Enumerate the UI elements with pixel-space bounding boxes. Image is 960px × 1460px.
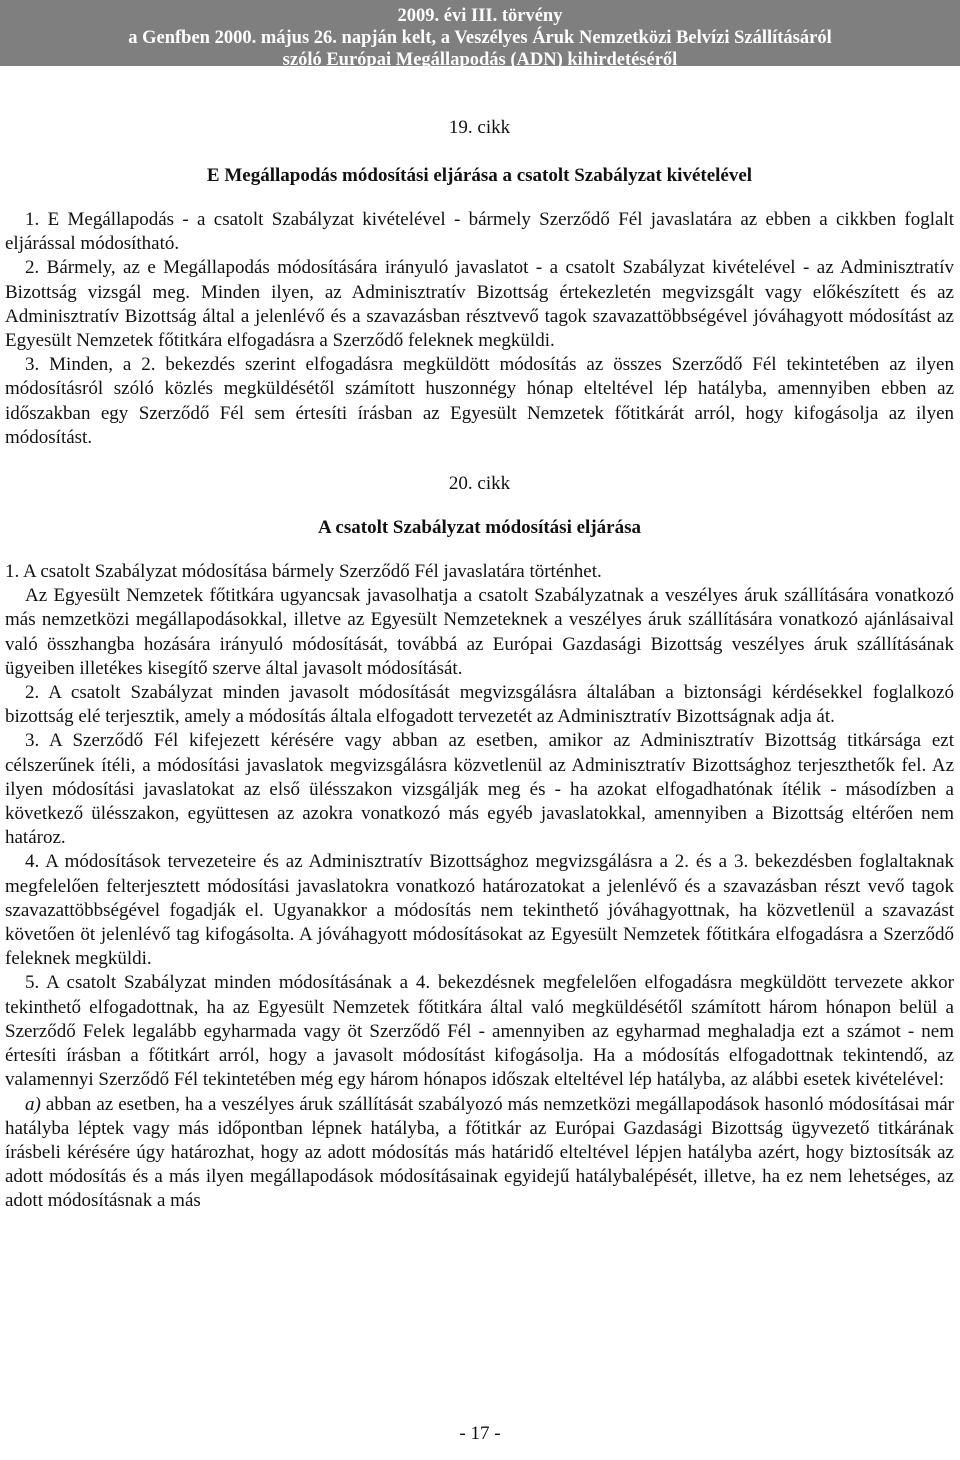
document-body [0,116,960,1214]
article-20-paragraph-5: 5. A csatolt Szabályzat minden módosításának a 4. bekezdésnek megfelelően elfogadásra megküldött tervezete akkor tekinthető elfogadottnak, ha az Egyesült Nemzetek főtitkára által való megküldésétől számított három hónapon belül a Szerződő Felek legalább egyharmada vagy öt Szerződő Fél - amennyiben az egyharmad meghaladja ezt a számot - nem értesíti írásban a főtitkárt arról, hogy a javasolt módosítást kifogásolja. Ha a módosítás elfogadottnak tekintendő, az valamennyi Szerződő Fél tekintetében még egy három hónapos időszak elteltével lép hatályba, az alábbi esetek kivételével: [5,972,954,1091]
article-19-title: E Megállapodás módosítási eljárása a csatolt Szabályzat kivételével [206,165,753,186]
page-number: - 17 - [459,1423,501,1444]
header-title-line-1: 2009. évi III. törvény [397,6,563,26]
article-20-paragraph-1: 1. A csatolt Szabályzat módosítása bármely Szerződő Fél javaslatára történhet. [5,561,602,583]
article-19-paragraph-3: 3. Minden, a 2. bekezdés szerint elfogadásra megküldött módosítás az összes Szerződő Fél tekintetében az ilyen módosításról szóló közlés megküldésétől számított huszonnégy hónap elteltével lép hatályba, amennyiben ebben az időszakban egy Szerződő Fél sem értesíti írásban az Egyesült Nemzetek főtitkárát arról, hogy kifogásolja az ilyen módosítást. [5,354,954,448]
item-a-text: abban az esetben, ha a veszélyes áruk szállítását szabályozó más nemzetközi megállapodások hasonló módosításai már hatályba léptek vagy más időpontban lépnek hatályba, a főtitkár az Európai Gazdasági Bizottság ügyvezető titkárának írásbeli kérésére úgy határozhat, hogy az adott módosítás más határidő elteltével lépjen hatályba azért, hogy biztosítsák az adott módosítás és a más ilyen megállapodások módosításainak egyidejű hatálybalépését, illetve, ha ez nem lehetséges, az adott módosításnak a más [5,1093,954,1212]
article-20-text [5,560,954,1213]
document-header [0,0,960,70]
item-a-label: a) [25,1093,41,1115]
article-19-paragraph-1: 1. E Megállapodás - a csatolt Szabályzat kivételével - bármely Szerződő Fél javaslatára az ebben a cikkben foglalt eljárással módosítható. [5,209,954,255]
article-20-number: 20. cikk [448,473,511,495]
header-title-line-2: a Genfben 2000. május 26. napján kelt, a Veszélyes Áruk Nemzetközi Belvízi Szállításáról [128,28,832,48]
article-20-paragraph-3: 3. A Szerződő Fél kifejezett kérésére vagy abban az esetben, amikor az Adminisztratív Bizottság titkársága ezt célszerűnek ítéli, a módosítási javaslatok megvizsgálásra közvetlenül az Adminisztratív Bizottsághoz terjeszthetők fel. Az ilyen módosítási javaslatokat az első ülésszakon vizsgálják meg és - ha azokat elfogadhatónak ítélik - másodízben a következő ülésszakon, együttesen az azokra vonatkozó más egyéb javaslatokkal, amennyiben a Bizottság eltérően nem határoz. [5,730,954,849]
article-20-paragraph-4: 4. A módosítások tervezeteire és az Adminisztratív Bizottsághoz megvizsgálásra a 2. és a 3. bekezdésben foglaltaknak megfelelően felterjesztett módosítási javaslatokra vonatkozó határozatokat a jelenlévő és a szavazásban részt vevő tagok szavazattöbbségével fogadják el. Ugyanakkor a módosítás nem tekinthető jóváhagyottnak, ha közvetlenül a szavazást követően öt jelenlévő tag kifogásolta. A jóváhagyott módosításokat az Egyesült Nemzetek főtitkára elfogadásra a Szerződő feleknek megküldi. [5,851,954,970]
article-20-title: A csatolt Szabályzat módosítási eljárása [318,517,641,539]
article-20-paragraph-1b: Az Egyesült Nemzetek főtitkára ugyancsak javasolhatja a csatolt Szabályzatnak a veszélyes áruk szállítására vonatkozó más nemzetközi megállapodásokkal, illetve az Egyesült Nemzeteknek a veszélyes áruk szállítására vonatkozó ajánlásaival való összhangba hozására irányuló módosítását, továbbá az Európai Gazdasági Bizottság veszélyes áruk szállításának ügyeiben illetékes kisegítő szerve által javasolt módosítását. [5,585,954,679]
article-19-text [5,208,954,450]
article-19-number: 19. cikk [448,117,511,138]
article-19-paragraph-2: 2. Bármely, az e Megállapodás módosítására irányuló javaslatot - a csatolt Szabályzat kivételével - az Adminisztratív Bizottság vizsgál meg. Minden ilyen, az Adminisztratív Bizottság értekezletén megvizsgált vagy előkészített és az Adminisztratív Bizottság által a jelenlévő és a szavazásban résztvevő tagok szavazattöbbségével jóváhagyott módosítást az Egyesült Nemzetek főtitkára elfogadásra a Szerződő feleknek megküldi. [5,257,954,352]
article-20-paragraph-2: 2. A csatolt Szabályzat minden javasolt módosítását megvizsgálásra általában a biztonsági kérdésekkel foglalkozó bizottság elé terjesztik, amely a módosítás általa elfogadott tervezetét az Adminisztratív Bizottságnak adja át. [5,682,954,728]
header-title-line-3: szóló Európai Megállapodás (ADN) kihirdetéséről [282,50,678,70]
article-20-paragraph-a [5,1093,954,1214]
